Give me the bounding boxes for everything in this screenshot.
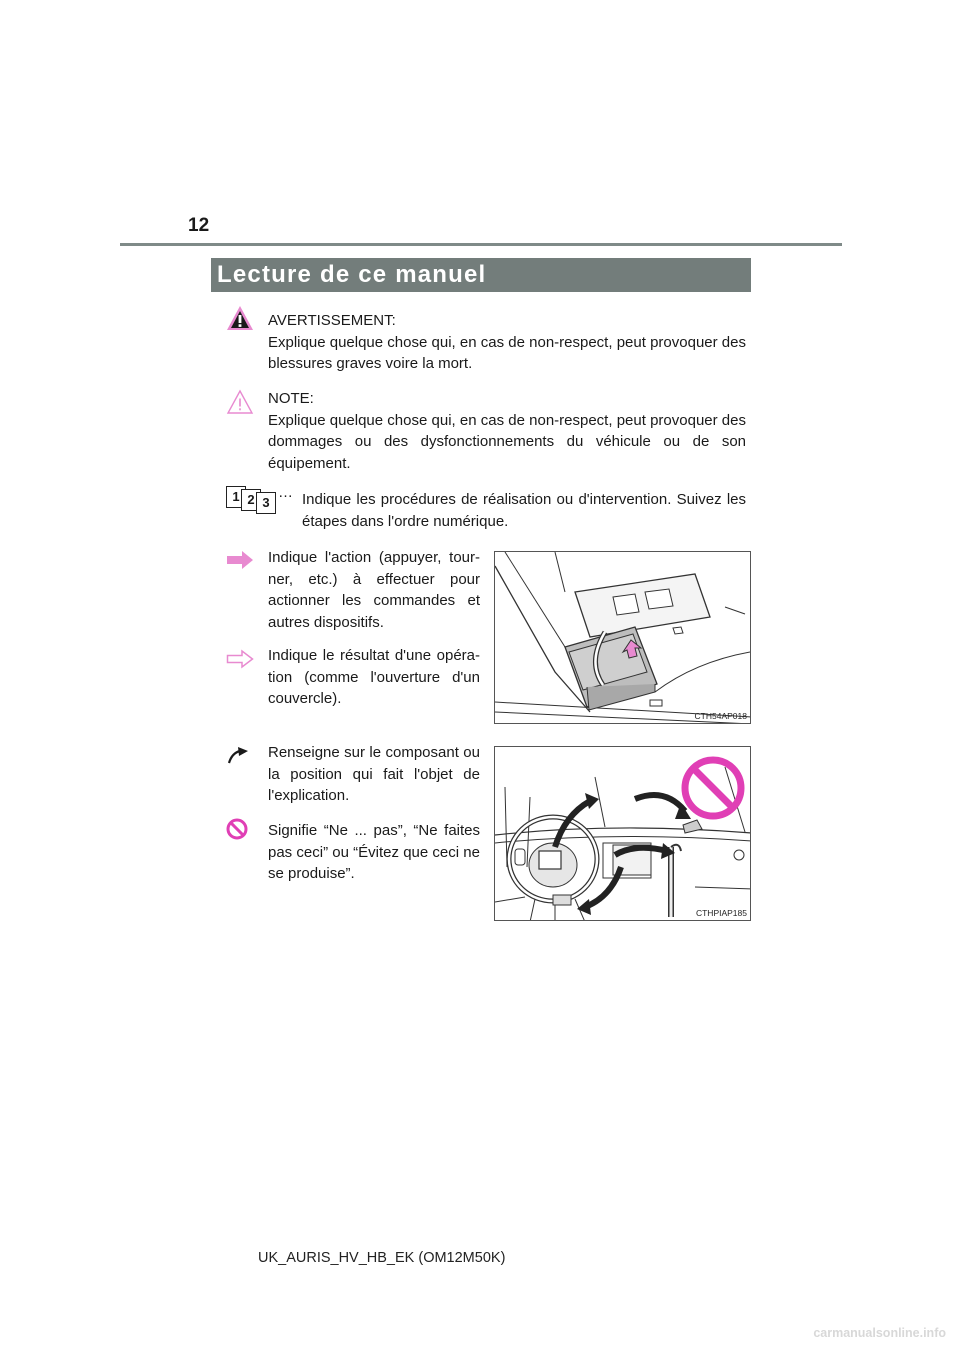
- prohibited-icon: [226, 818, 248, 840]
- overhead-console-figure: [494, 551, 751, 724]
- step-number-1: 1: [226, 486, 246, 508]
- overhead-console-illustration: [495, 552, 751, 724]
- figure-code-overhead: CTH54AP018: [694, 711, 747, 721]
- document-footer: UK_AURIS_HV_HB_EK (OM12M50K): [258, 1250, 506, 1266]
- watermark: carmanualsonline.info: [813, 1326, 946, 1340]
- result-text: Indique le résultat d'une opéra-tion (comme l'ouverture d'un couvercle).: [268, 647, 480, 707]
- outline-arrow-icon: [226, 649, 254, 669]
- warning-triangle-filled-icon: [226, 305, 254, 331]
- dashboard-figure: [494, 746, 751, 921]
- page-number: 12: [188, 215, 210, 236]
- action-text: Indique l'action (appuyer, tour-ner, etc.) à effectuer pour actionner les commandes et autres dispositifs.: [268, 549, 480, 631]
- steps-text: Indique les procédures de réalisation ou d'intervention. Suivez les étapes dans l'ordre numérique.: [302, 491, 746, 530]
- section-title: Lecture de ce manuel: [211, 258, 751, 292]
- steps-ellipsis: …: [278, 484, 293, 501]
- notice-text: Explique quelque chose qui, en cas de non-respect, peut provoquer des dommages ou des dysfonctionnements du véhicule ou de son équipement.: [268, 411, 746, 472]
- warning-description: [268, 310, 746, 375]
- pink-arrow-icon: [226, 550, 254, 570]
- dashboard-illustration: [495, 747, 751, 921]
- curved-pointer-arrow-icon: [226, 745, 250, 765]
- prohibited-text: Signifie “Ne ... pas”, “Ne faites pas ceci” ou “Évitez que ceci ne se produise”.: [268, 822, 480, 882]
- step-number-3: 3: [256, 492, 276, 514]
- header-rule: [120, 243, 842, 246]
- step-number-2: 2: [241, 489, 261, 511]
- figure-code-dashboard: CTHPIAP185: [695, 908, 747, 918]
- numbered-steps-icon: [226, 486, 298, 512]
- component-text: Renseigne sur le composant ou la position qui fait l'objet de l'explication.: [268, 744, 480, 804]
- notice-heading: NOTE:: [268, 390, 314, 407]
- notice-description: [268, 388, 746, 474]
- warning-heading: AVERTISSEMENT:: [268, 312, 396, 329]
- warning-text: Explique quelque chose qui, en cas de non-respect, peut provoquer des blessures graves voire la mort.: [268, 333, 746, 372]
- warning-triangle-outline-icon: [226, 389, 254, 415]
